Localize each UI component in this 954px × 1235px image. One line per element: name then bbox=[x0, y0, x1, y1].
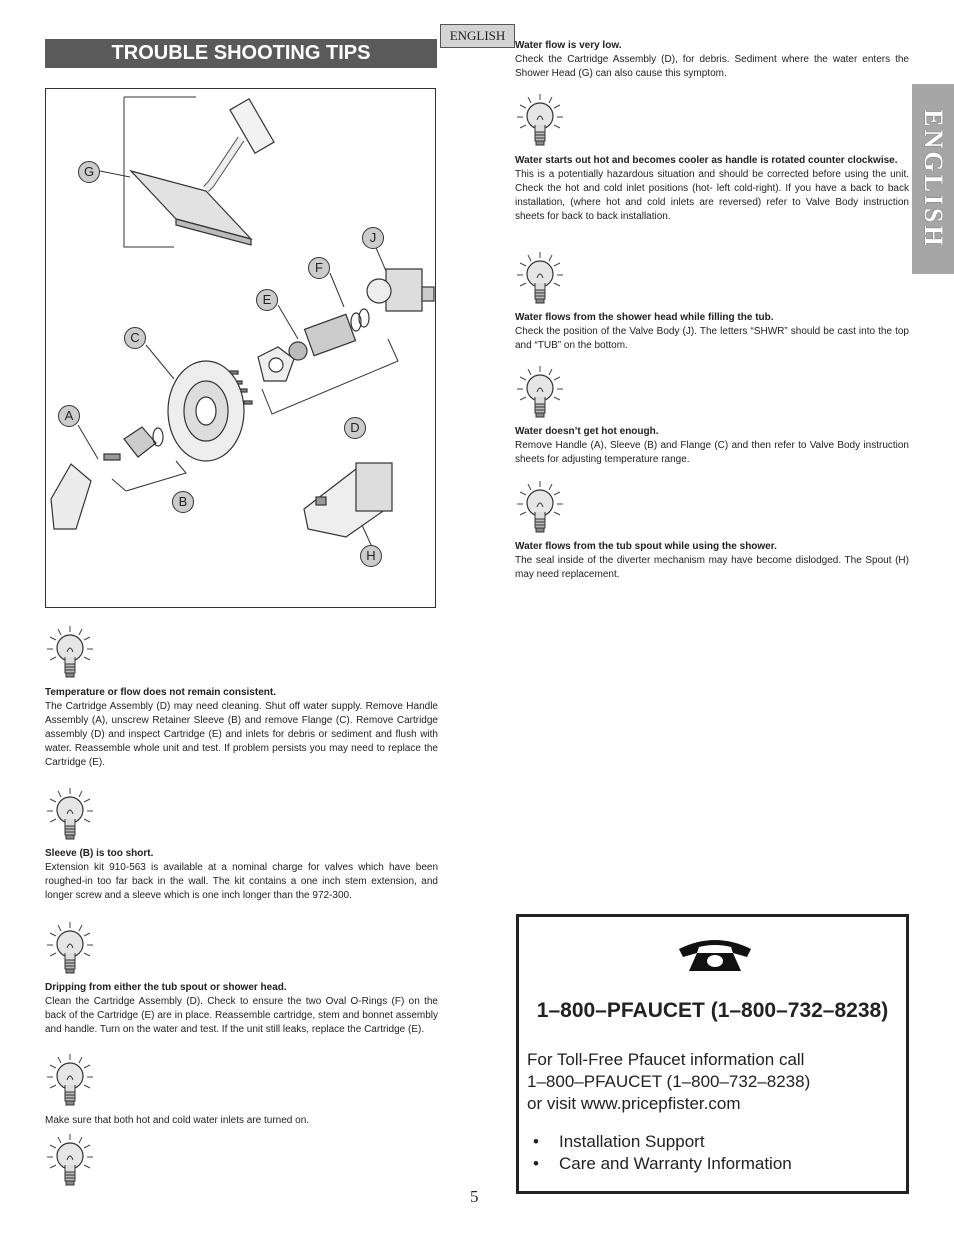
list-item: • Installation Support bbox=[533, 1131, 792, 1153]
contact-info bbox=[527, 1049, 810, 1115]
tip-body: Clean the Cartridge Assembly (D). Check to ensure the two Oval O-Rings (F) on the back of the Cartridge (E) are in place. Reassemble cartridge, stem and bonnet assembly and handle. Turn on the water and test. If the unit still leaks, replace the Cartridge (E). bbox=[45, 996, 438, 1035]
diagram-label-j: J bbox=[362, 227, 384, 249]
page-number: 5 bbox=[470, 1187, 479, 1206]
diagram-label-f: F bbox=[308, 257, 330, 279]
tip-title: Dripping from either the tub spout or shower head. bbox=[45, 982, 287, 993]
tip-dripping bbox=[45, 981, 438, 1037]
side-tab-label: ENGLISH bbox=[919, 109, 948, 249]
diagram-label-b: B bbox=[172, 491, 194, 513]
section-title: TROUBLE SHOOTING TIPS bbox=[45, 39, 437, 68]
tip-body: Remove Handle (A), Sleeve (B) and Flange (C) and then refer to Valve Body instruction sheets for adjusting temperature range. bbox=[515, 440, 909, 465]
exploded-parts-diagram bbox=[45, 88, 436, 608]
tip-title: Temperature or flow does not remain consistent. bbox=[45, 687, 276, 698]
diagram-label-c: C bbox=[124, 327, 146, 349]
tip-showerhead-flow bbox=[515, 311, 909, 353]
tip-low-flow bbox=[515, 39, 909, 81]
lightbulb-icon bbox=[45, 920, 95, 980]
language-tag: ENGLISH bbox=[440, 24, 515, 48]
tip-sleeve-short bbox=[45, 847, 438, 903]
tip-body: Check the position of the Valve Body (J). The letters “SHWR” should be cast into the top and “TUB” on the bottom. bbox=[515, 326, 909, 351]
tip-tub-spout-flow bbox=[515, 540, 909, 582]
support-list bbox=[533, 1131, 792, 1175]
tip-title: Sleeve (B) is too short. bbox=[45, 848, 154, 859]
tip-body: The seal inside of the diverter mechanism may have become dislodged. The Spout (H) may need replacement. bbox=[515, 555, 909, 580]
list-item: • Care and Warranty Information bbox=[533, 1153, 792, 1175]
tip-body: Make sure that both hot and cold water inlets are turned on. bbox=[45, 1115, 310, 1126]
lightbulb-icon bbox=[515, 250, 565, 310]
tip-title: Water doesn’t get hot enough. bbox=[515, 426, 659, 437]
diagram-label-a: A bbox=[58, 405, 80, 427]
lightbulb-icon bbox=[45, 1132, 95, 1192]
tip-body: Check the Cartridge Assembly (D), for debris. Sediment where the water enters the Shower Head (G) can also cause this symptom. bbox=[515, 54, 909, 79]
lightbulb-icon bbox=[45, 1052, 95, 1112]
lightbulb-icon bbox=[45, 624, 95, 684]
tip-title: Water flow is very low. bbox=[515, 40, 622, 51]
diagram-label-d: D bbox=[344, 417, 366, 439]
lightbulb-icon bbox=[515, 92, 565, 152]
tip-body: Extension kit 910-563 is available at a nominal charge for valves which have been roughed-in too far back in the wall. The kit contains a one inch stem extension, and longer screw and a sleeve which is one inch longer than the 972-300. bbox=[45, 862, 438, 901]
contact-line-3: or visit www.pricepfister.com bbox=[527, 1094, 741, 1113]
phone-headline: 1–800–PFAUCET (1–800–732–8238) bbox=[536, 999, 889, 1022]
lightbulb-icon bbox=[515, 364, 565, 424]
lightbulb-icon bbox=[515, 479, 565, 539]
tip-title: Water flows from the shower head while filling the tub. bbox=[515, 312, 774, 323]
telephone-icon bbox=[675, 935, 755, 975]
diagram-label-e: E bbox=[256, 289, 278, 311]
contact-box bbox=[516, 914, 909, 1194]
lightbulb-icon bbox=[45, 786, 95, 846]
tip-hot-cooler bbox=[515, 154, 909, 224]
contact-line-2: 1–800–PFAUCET (1–800–732–8238) bbox=[527, 1072, 811, 1091]
language-side-tab bbox=[912, 84, 954, 274]
contact-line-1: For Toll-Free Pfaucet information call bbox=[527, 1050, 805, 1069]
tip-inlets-on bbox=[45, 1114, 438, 1128]
diagram-label-g: G bbox=[78, 161, 100, 183]
tip-inconsistent-temp bbox=[45, 686, 438, 770]
tip-body: This is a potentially hazardous situation and should be corrected before using the unit. Check the hot and cold inlet positions (hot- left cold-right). If you have a back to back installation, (where hot and cold inlets are reversed) refer to Valve Body instruction sheets for back to back installation. bbox=[515, 169, 909, 222]
parts-illustration bbox=[46, 89, 435, 607]
tip-body: The Cartridge Assembly (D) may need cleaning. Shut off water supply. Remove Handle Assembly (A), unscrew Retainer Sleeve (B) and remove Flange (C). Remove Cartridge assembly (D) and inspect Cartridge (E) and inlets for debris or sediment and flush with water. Reassemble whole unit and test. If problem persists you may need to replace the Cartridge (E). bbox=[45, 701, 438, 768]
tip-title: Water starts out hot and becomes cooler as handle is rotated counter clockwise. bbox=[515, 155, 898, 166]
tip-title: Water flows from the tub spout while using the shower. bbox=[515, 541, 777, 552]
diagram-label-h: H bbox=[360, 545, 382, 567]
tip-not-hot bbox=[515, 425, 909, 467]
